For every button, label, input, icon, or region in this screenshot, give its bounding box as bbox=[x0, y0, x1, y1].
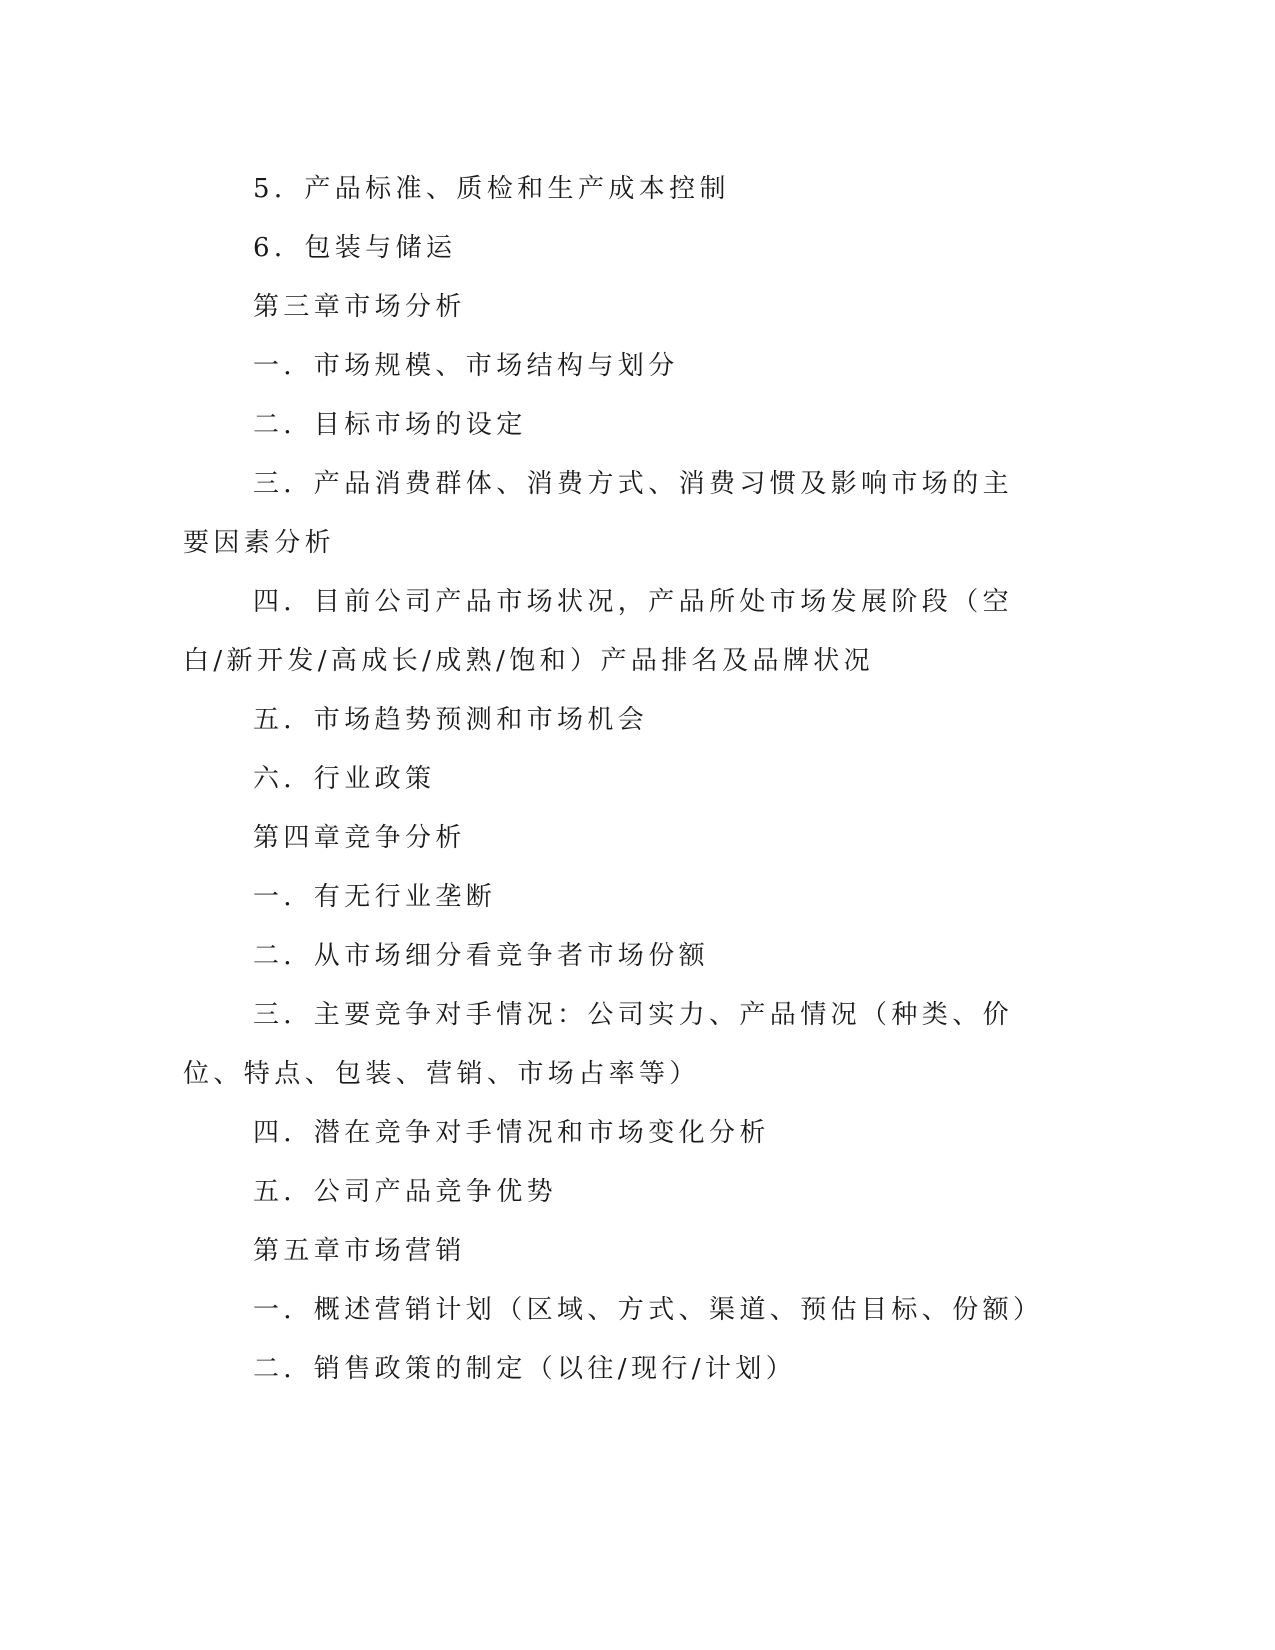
list-item-industry-policy: 六．行业政策 bbox=[253, 764, 436, 794]
list-item-market-status: 四．目前公司产品市场状况，产品所处市场发展阶段（空白/新开发/高成长/成熟/饱和）产品排名及品牌状况 bbox=[183, 587, 1014, 676]
chapter-heading-competition-analysis: 第四章竞争分析 bbox=[253, 823, 466, 853]
list-item-competitive-advantage: 五．公司产品竞争优势 bbox=[253, 1177, 558, 1207]
list-item-competitor-share: 二．从市场细分看竞争者市场份额 bbox=[253, 941, 710, 971]
list-item-consumer-groups: 三．产品消费群体、消费方式、消费习惯及影响市场的主要因素分析 bbox=[183, 469, 1014, 558]
list-item-potential-competitors: 四．潜在竞争对手情况和市场变化分析 bbox=[253, 1118, 770, 1148]
list-item-main-competitors: 三．主要竞争对手情况：公司实力、产品情况（种类、价位、特点、包装、营销、市场占率等） bbox=[183, 1000, 1014, 1089]
list-item-market-scale: 一．市场规模、市场结构与划分 bbox=[253, 351, 679, 381]
list-item-target-market: 二．目标市场的设定 bbox=[253, 410, 527, 440]
list-item-packaging: 6．包装与储运 bbox=[253, 233, 457, 263]
list-item-product-standards: 5．产品标准、质检和生产成本控制 bbox=[253, 174, 730, 204]
document-body bbox=[183, 160, 1043, 1399]
list-item-sales-policy: 二．销售政策的制定（以往/现行/计划） bbox=[253, 1354, 797, 1384]
list-item-market-trends: 五．市场趋势预测和市场机会 bbox=[253, 705, 649, 735]
list-item-marketing-plan: 一．概述营销计划（区域、方式、渠道、预估目标、份额） bbox=[253, 1295, 1044, 1325]
chapter-heading-market-analysis: 第三章市场分析 bbox=[253, 292, 466, 322]
list-item-monopoly: 一．有无行业垄断 bbox=[253, 882, 497, 912]
chapter-heading-marketing: 第五章市场营销 bbox=[253, 1236, 466, 1266]
